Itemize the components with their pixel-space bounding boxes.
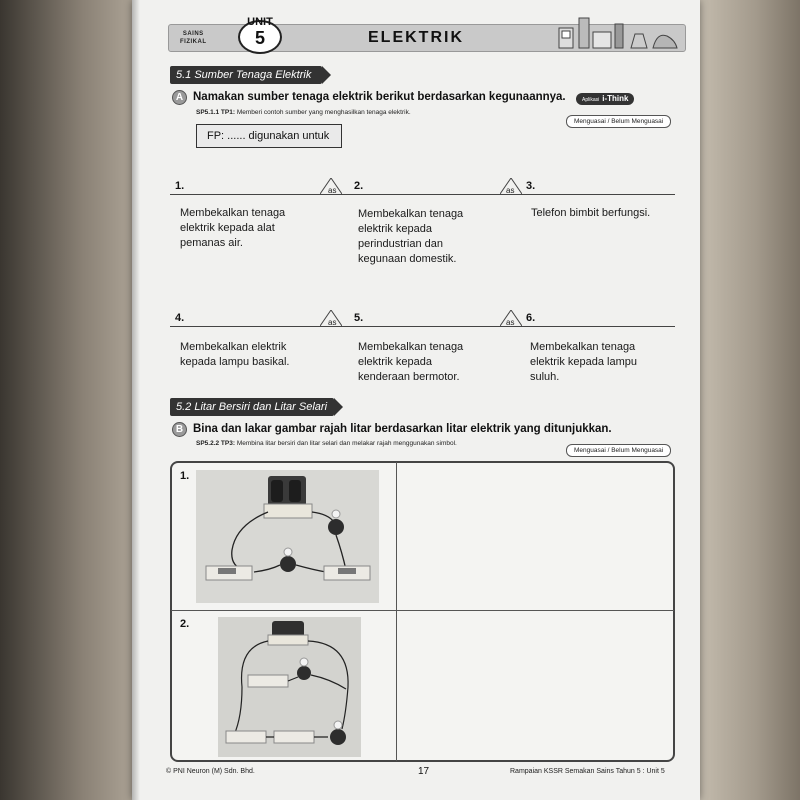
frame-divider-vertical xyxy=(396,462,397,761)
background-right xyxy=(690,0,800,800)
section-b-banner xyxy=(170,398,334,416)
section-b-standard xyxy=(196,440,457,447)
section-b-badge: B xyxy=(172,422,187,437)
item-number-4: 4. xyxy=(175,312,185,324)
flow-map-line-2 xyxy=(170,326,675,327)
flow-map-line-1 xyxy=(170,194,675,195)
ithink-label: i-Think xyxy=(602,94,629,103)
answer-3: Telefon bimbit berfungsi. xyxy=(531,207,651,219)
item-number-6: 6. xyxy=(526,312,536,324)
answer-2: Membekalkan tenaga elektrik kepada perindustrian dan kegunaan domestik. xyxy=(358,208,464,265)
page-spine-shadow xyxy=(132,0,140,800)
footer-book-title: Rampaian KSSR Semakan Sains Tahun 5 : Unit 5 xyxy=(510,768,665,775)
standard-code: SP5.1.1 TP1: xyxy=(196,109,236,116)
section-a-badge: A xyxy=(172,90,187,105)
unit-word: UNIT xyxy=(247,16,273,28)
standard-code: SP5.2.2 TP3: xyxy=(196,440,236,447)
unit-number: 5 xyxy=(254,28,265,48)
answer-4: Membekalkan elektrik kepada lampu basikal. xyxy=(180,341,290,368)
item-number-2: 2. xyxy=(354,180,364,192)
item-number-3: 3. xyxy=(526,180,536,192)
ithink-badge xyxy=(576,93,634,105)
flow-arrow-label-2: as xyxy=(506,186,515,195)
series-circuit-photo xyxy=(196,470,379,603)
unit-title: ELEKTRIK xyxy=(368,29,464,46)
mastery-checkbox[interactable]: Menguasai / Belum Menguasai xyxy=(566,444,671,457)
standard-text: Membina litar bersiri dan litar selari dan melakar rajah menggunakan simbol. xyxy=(236,440,457,447)
flow-arrow-label-3: as xyxy=(328,318,337,327)
page-number: 17 xyxy=(418,766,430,777)
circuit-number-2: 2. xyxy=(180,618,190,630)
flow-arrow-label-1: as xyxy=(328,186,337,195)
circuit-number-1: 1. xyxy=(180,470,190,482)
subject-label xyxy=(180,30,207,46)
unit-header xyxy=(168,14,686,54)
answer-1: Membekalkan tenaga elektrik kepada alat pemanas air. xyxy=(180,207,286,249)
answer-6: Membekalkan tenaga elektrik kepada lampu suluh. xyxy=(530,341,638,383)
section-b-title: 5.2 Litar Bersiri dan Litar Selari xyxy=(176,401,328,413)
standard-text: Memberi contoh sumber yang menghasilkan tenaga elektrik. xyxy=(236,109,411,116)
section-a-banner xyxy=(170,66,322,84)
subject-line-1: SAINS xyxy=(182,31,204,37)
parallel-circuit-photo xyxy=(218,617,361,757)
item-number-1: 1. xyxy=(175,180,185,192)
section-b-question: Bina dan lakar gambar rajah litar berdasarkan litar elektrik yang ditunjukkan. xyxy=(193,423,612,435)
section-a-standard xyxy=(196,109,411,116)
answer-5: Membekalkan tenaga elektrik kepada kenderaan bermotor. xyxy=(358,341,464,383)
ithink-prefix: Aplikasi xyxy=(582,97,600,103)
section-a-title: 5.1 Sumber Tenaga Elektrik xyxy=(176,69,312,81)
item-number-5: 5. xyxy=(354,312,364,324)
subject-line-2: FIZIKAL xyxy=(180,39,207,45)
footer-copyright: © PNI Neuron (M) Sdn. Bhd. xyxy=(166,768,255,775)
frame-divider-horizontal xyxy=(171,610,674,611)
electric-appliances-illustration xyxy=(553,14,683,52)
flow-arrow-label-4: as xyxy=(506,318,515,327)
section-a-question: Namakan sumber tenaga elektrik berikut berdasarkan kegunaannya. xyxy=(193,91,566,103)
mastery-checkbox[interactable]: Menguasai / Belum Menguasai xyxy=(566,115,671,128)
frame-of-reference-box: FP: ...... digunakan untuk xyxy=(196,124,342,148)
background-left xyxy=(0,0,150,800)
